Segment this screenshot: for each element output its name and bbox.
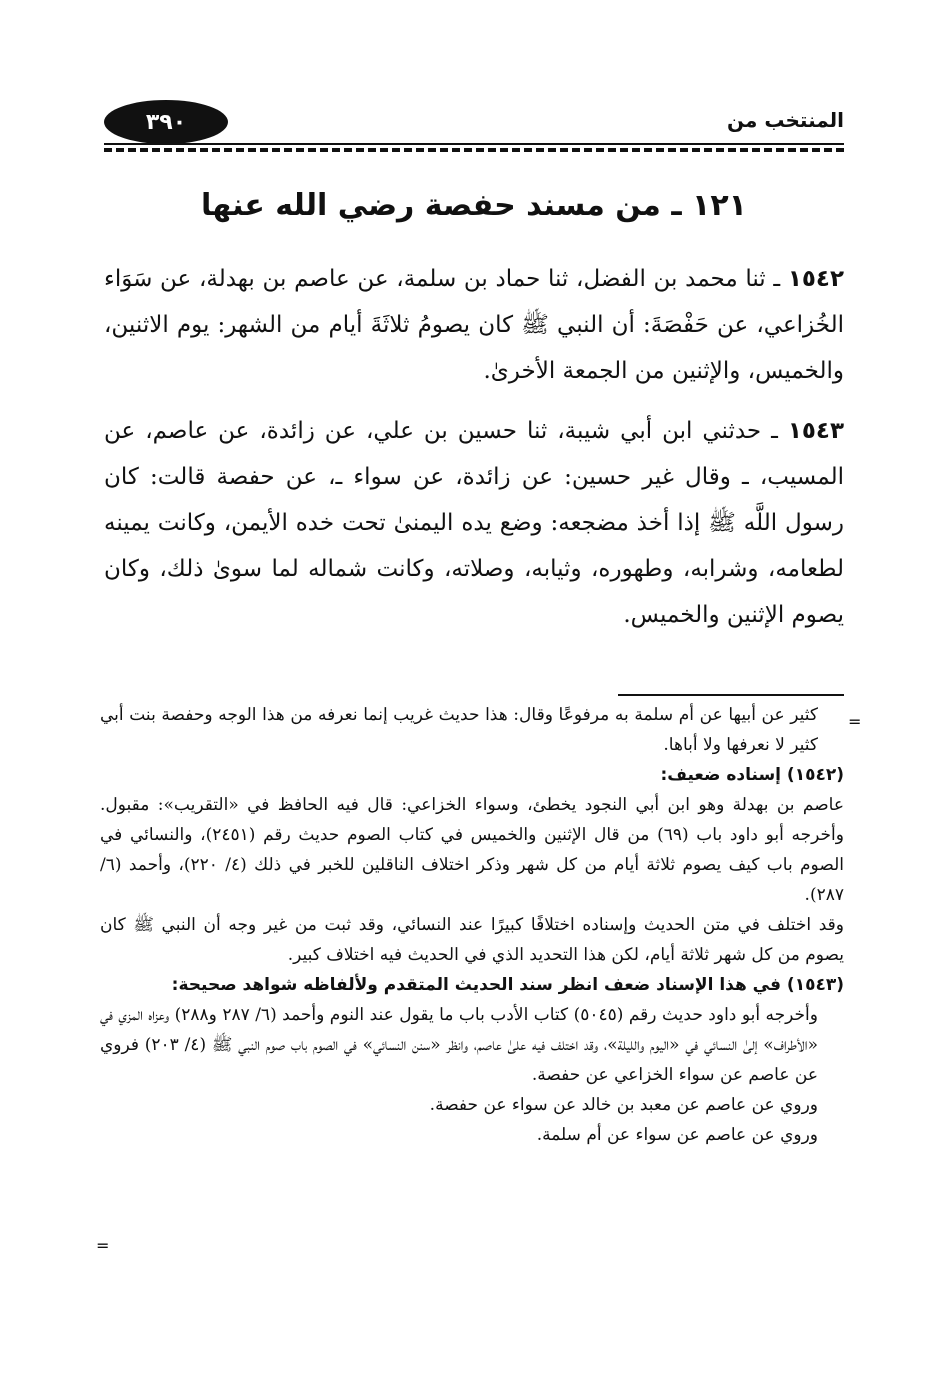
running-title: المنتخب من (726, 108, 844, 132)
hadith-text: ـ ثنا محمد بن الفضل، ثنا حماد بن سلمة، عن عاصم بن بهدلة، عن سَوَاء الخُزاعي، عن حَفْصَةَ: أن النبي ﷺ كان يصومُ ثلاثَةَ أيام من الشهر: يوم الاثنين، والخميس، والإثنين من الجمعة الأخرىٰ. (104, 266, 844, 384)
hadith-number: ١٥٤٢ (787, 266, 844, 292)
page-number-badge (104, 100, 228, 144)
hadith-text: ـ حدثني ابن أبي شيبة، ثنا حسين بن علي، عن زائدة، عن عاصم، عن المسيب، ـ وقال غير حسين: عن زائدة، عن سواء ـ، عن حفصة قالت: كان رسول اللَّه ﷺ إذا أخذ مضجعه: وضع يده اليمنىٰ تحت خده الأيمن، وكانت يمينه لطعامه، وشرابه، وطهوره، وثيابه، وصلاته، وكانت شماله لما سوىٰ ذلك، وكان يصوم الإثنين والخميس. (104, 418, 844, 628)
footnote-heading-1543: (١٥٤٣) في هذا الإسناد ضعف انظر سند الحديث المتقدم ولألفاظه شواهد صحيحة: (171, 975, 844, 995)
footnote-heading-1542: (١٥٤٢) إسناده ضعيف: (660, 765, 844, 785)
margin-mark: = (96, 1236, 110, 1255)
footnote-paragraph: وقد اختلف في متن الحديث وإسناده اختلافًا كبيرًا عند النسائي، وقد ثبت من غير وجه أن النبي ﷺ كان يصوم من كل شهر ثلاثة أيام، لكن هذا التحديد الذي في الحديث فيه اختلاف كبير. (100, 915, 844, 965)
footnote-paragraph: وأخرجه أبو داود حديث رقم (٥٠٤٥) كتاب الأدب باب ما يقول عند النوم وأحمد (٦/ ٢٨٧ و٢٨٨) وعزاه المزي في «الأطراف» إلىٰ النسائي في «اليوم والليلة»، وقد اختلف فيه علىٰ عاصم، وانظر «سنن النسائي» في الصوم باب صوم النبي ﷺ (٤/ ٢٠٣) فروي عن عاصم عن سواء الخزاعي عن حفصة. (100, 1005, 818, 1085)
footnote-continuation: كثير عن أبيها عن أم سلمة به مرفوعًا وقال: هذا حديث غريب إنما نعرفه من هذا الوجه وحفصة بنت أبي كثير لا نعرفها ولا أباها. (100, 705, 818, 755)
hadith-paragraph (104, 408, 844, 638)
hadith-paragraph (104, 256, 844, 394)
chapter-title: ١٢١ ـ من مسند حفصة رضي الله عنها (201, 188, 747, 223)
page-number: ٣٩٠ (145, 109, 187, 135)
footnotes (100, 700, 844, 1150)
footnote-paragraph: وروي عن عاصم عن سواء عن أم سلمة. (536, 1125, 818, 1145)
footnote-separator (618, 694, 844, 696)
header-dashed-rule (104, 148, 844, 152)
hadith-number: ١٥٤٣ (787, 418, 844, 444)
main-text (104, 256, 844, 652)
margin-mark: = (848, 712, 862, 731)
footnote-paragraph: وروي عن عاصم عن معبد بن خالد عن سواء عن حفصة. (429, 1095, 818, 1115)
header-rule (104, 143, 844, 145)
footnote-paragraph: عاصم بن بهدلة وهو ابن أبي النجود يخطئ، وسواء الخزاعي: قال فيه الحافظ في «التقريب»: مقبول. وأخرجه أبو داود باب (٦٩) من قال الإثنين والخميس في كتاب الصوم حديث رقم (٢٤٥١)، والنسائي في الصوم باب كيف يصوم ثلاثة أيام من كل شهر وذكر اختلاف الناقلين للخبر في ذلك (٤/ ٢٢٠)، وأحمد (٦/ ٢٨٧). (100, 795, 844, 905)
